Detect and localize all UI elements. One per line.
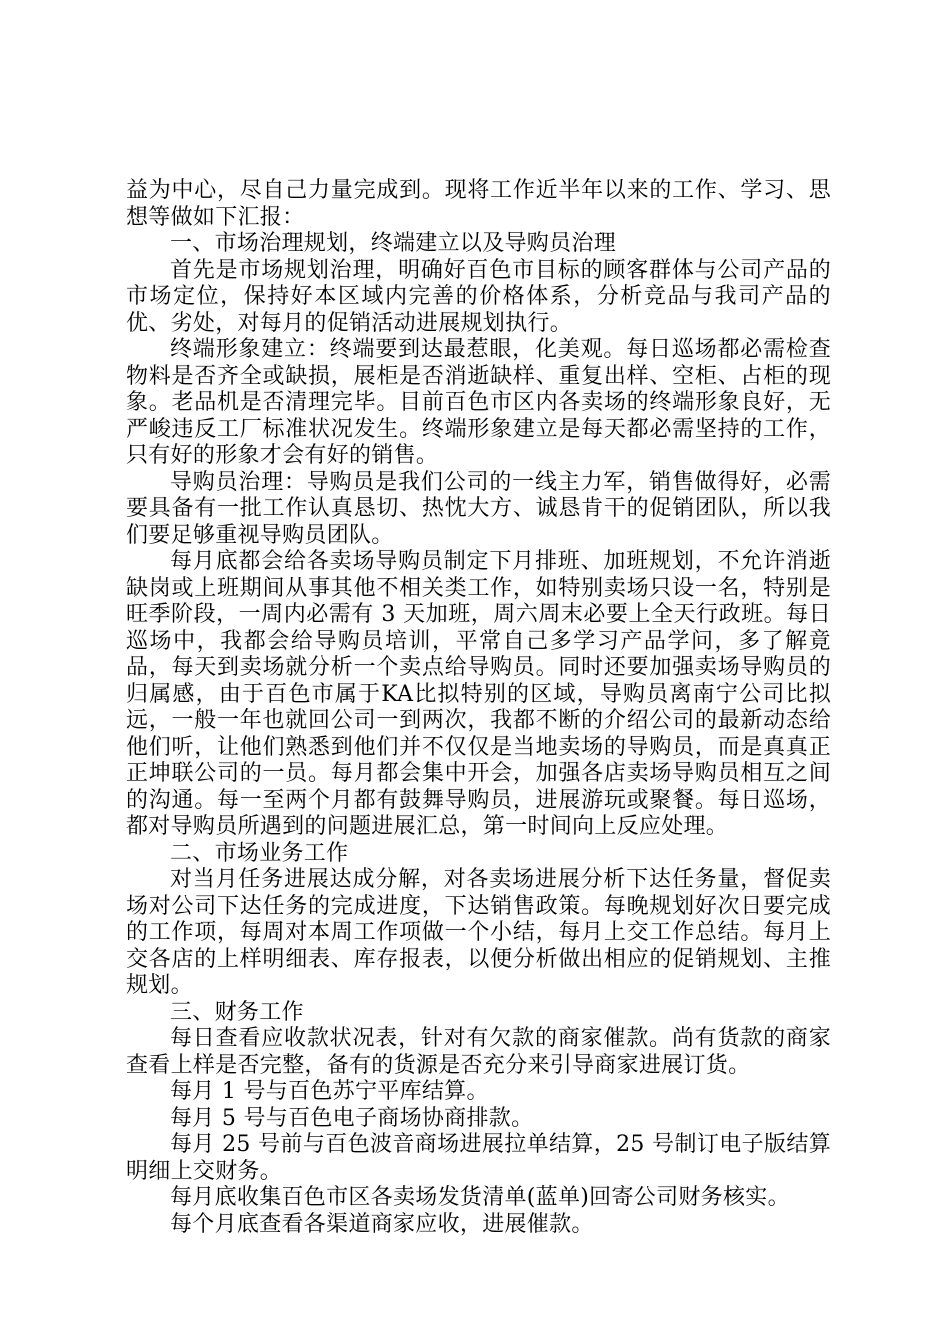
document-body bbox=[126, 178, 831, 1238]
section-heading-market-business: 二、市场业务工作 bbox=[170, 840, 349, 866]
paragraph-promoter-management: 导购员治理：导购员是我们公司的一线主力军，销售做得好，必需要具备有一批工作认真恳切、热忱大方、诚恳肯干的促销团队，所以我们要足够重视导购员团队。 bbox=[126, 469, 831, 548]
paragraph-terminal-image: 终端形象建立：终端要到达最惹眼，化美观。每日巡场都必需检查物料是否齐全或缺损，展柜是否消逝缺样、重复出样、空柜、占柜的现象。老品机是否清理完毕。目前百色市区内各卖场的终端形象良好，无严峻违反工厂标准状况发生。终端形象建立是每天都必需坚持的工作，只有好的形象才会有好的销售。 bbox=[126, 337, 831, 468]
section-heading-market-management: 一、市场治理规划，终端建立以及导购员治理 bbox=[170, 231, 617, 256]
section-heading-finance: 三、财务工作 bbox=[170, 999, 304, 1025]
paragraph-finance-receivables: 每日查看应收款状况表，针对有欠款的商家催款。尚有货款的商家查看上样是否完整，备有的货源是否充分来引导商家进展订货。 bbox=[126, 1026, 831, 1078]
paragraph-finance-day1: 每月 1 号与百色苏宁平库结算。 bbox=[170, 1079, 489, 1104]
paragraph-finance-day25: 每月 25 号前与百色波音商场进展拉单结算，25 号制订电子版结算明细上交财务。 bbox=[126, 1132, 831, 1184]
paragraph-finance-month-end-delivery: 每月底收集百色市区各卖场发货清单(蓝单)回寄公司财务核实。 bbox=[170, 1185, 790, 1210]
paragraph-promoter-scheduling: 每月底都会给各卖场导购员制定下月排班、加班规划，不允许消逝缺岗或上班期间从事其他不相关类工作，如特别卖场只设一名，特别是旺季阶段，一周内必需有 3 天加班，周六周末必要上全天行政班。每日巡场中，我都会给导购员培训，平常自己多学习产品学问，多了解竟品，每天到卖场就分析一个卖点给导购员。同时还要加强卖场导购员的归属感，由于百色市属于KA比拟特别的区域，导购员离南宁公司比拟远，一般一年也就回公司一到两次，我都不断的介绍公司的最新动态给他们听，让他们熟悉到他们并不仅仅是当地卖场的导购员，而是真真正正坤联公司的一员。每月都会集中开会，加强各店卖场导购员相互之间的沟通。每一至两个月都有鼓舞导购员，进展游玩或聚餐。每日巡场，都对导购员所遇到的问题进展汇总，第一时间向上反应处理。 bbox=[126, 549, 831, 839]
paragraph-finance-month-end-collection: 每个月底查看各渠道商家应收，进展催款。 bbox=[170, 1211, 594, 1237]
paragraph-market-business: 对当月任务进展达成分解，对各卖场进展分析下达任务量，督促卖场对公司下达任务的完成进度，下达销售政策。每晚规划好次日要完成的工作项，每周对本周工作项做一个小结，每月上交工作总结。每月上交各店的上样明细表、库存报表，以便分析做出相应的促销规划、主推规划。 bbox=[126, 867, 831, 998]
paragraph-market-planning: 首先是市场规划治理，明确好百色市目标的顾客群体与公司产品的市场定位，保持好本区域内完善的价格体系，分析竞品与我司产品的优、劣处，对每月的促销活动进展规划执行。 bbox=[126, 257, 831, 336]
paragraph-intro: 益为中心，尽自己力量完成到。现将工作近半年以来的工作、学习、思想等做如下汇报： bbox=[126, 178, 831, 230]
paragraph-finance-day5: 每月 5 号与百色电子商场协商排款。 bbox=[170, 1105, 534, 1131]
